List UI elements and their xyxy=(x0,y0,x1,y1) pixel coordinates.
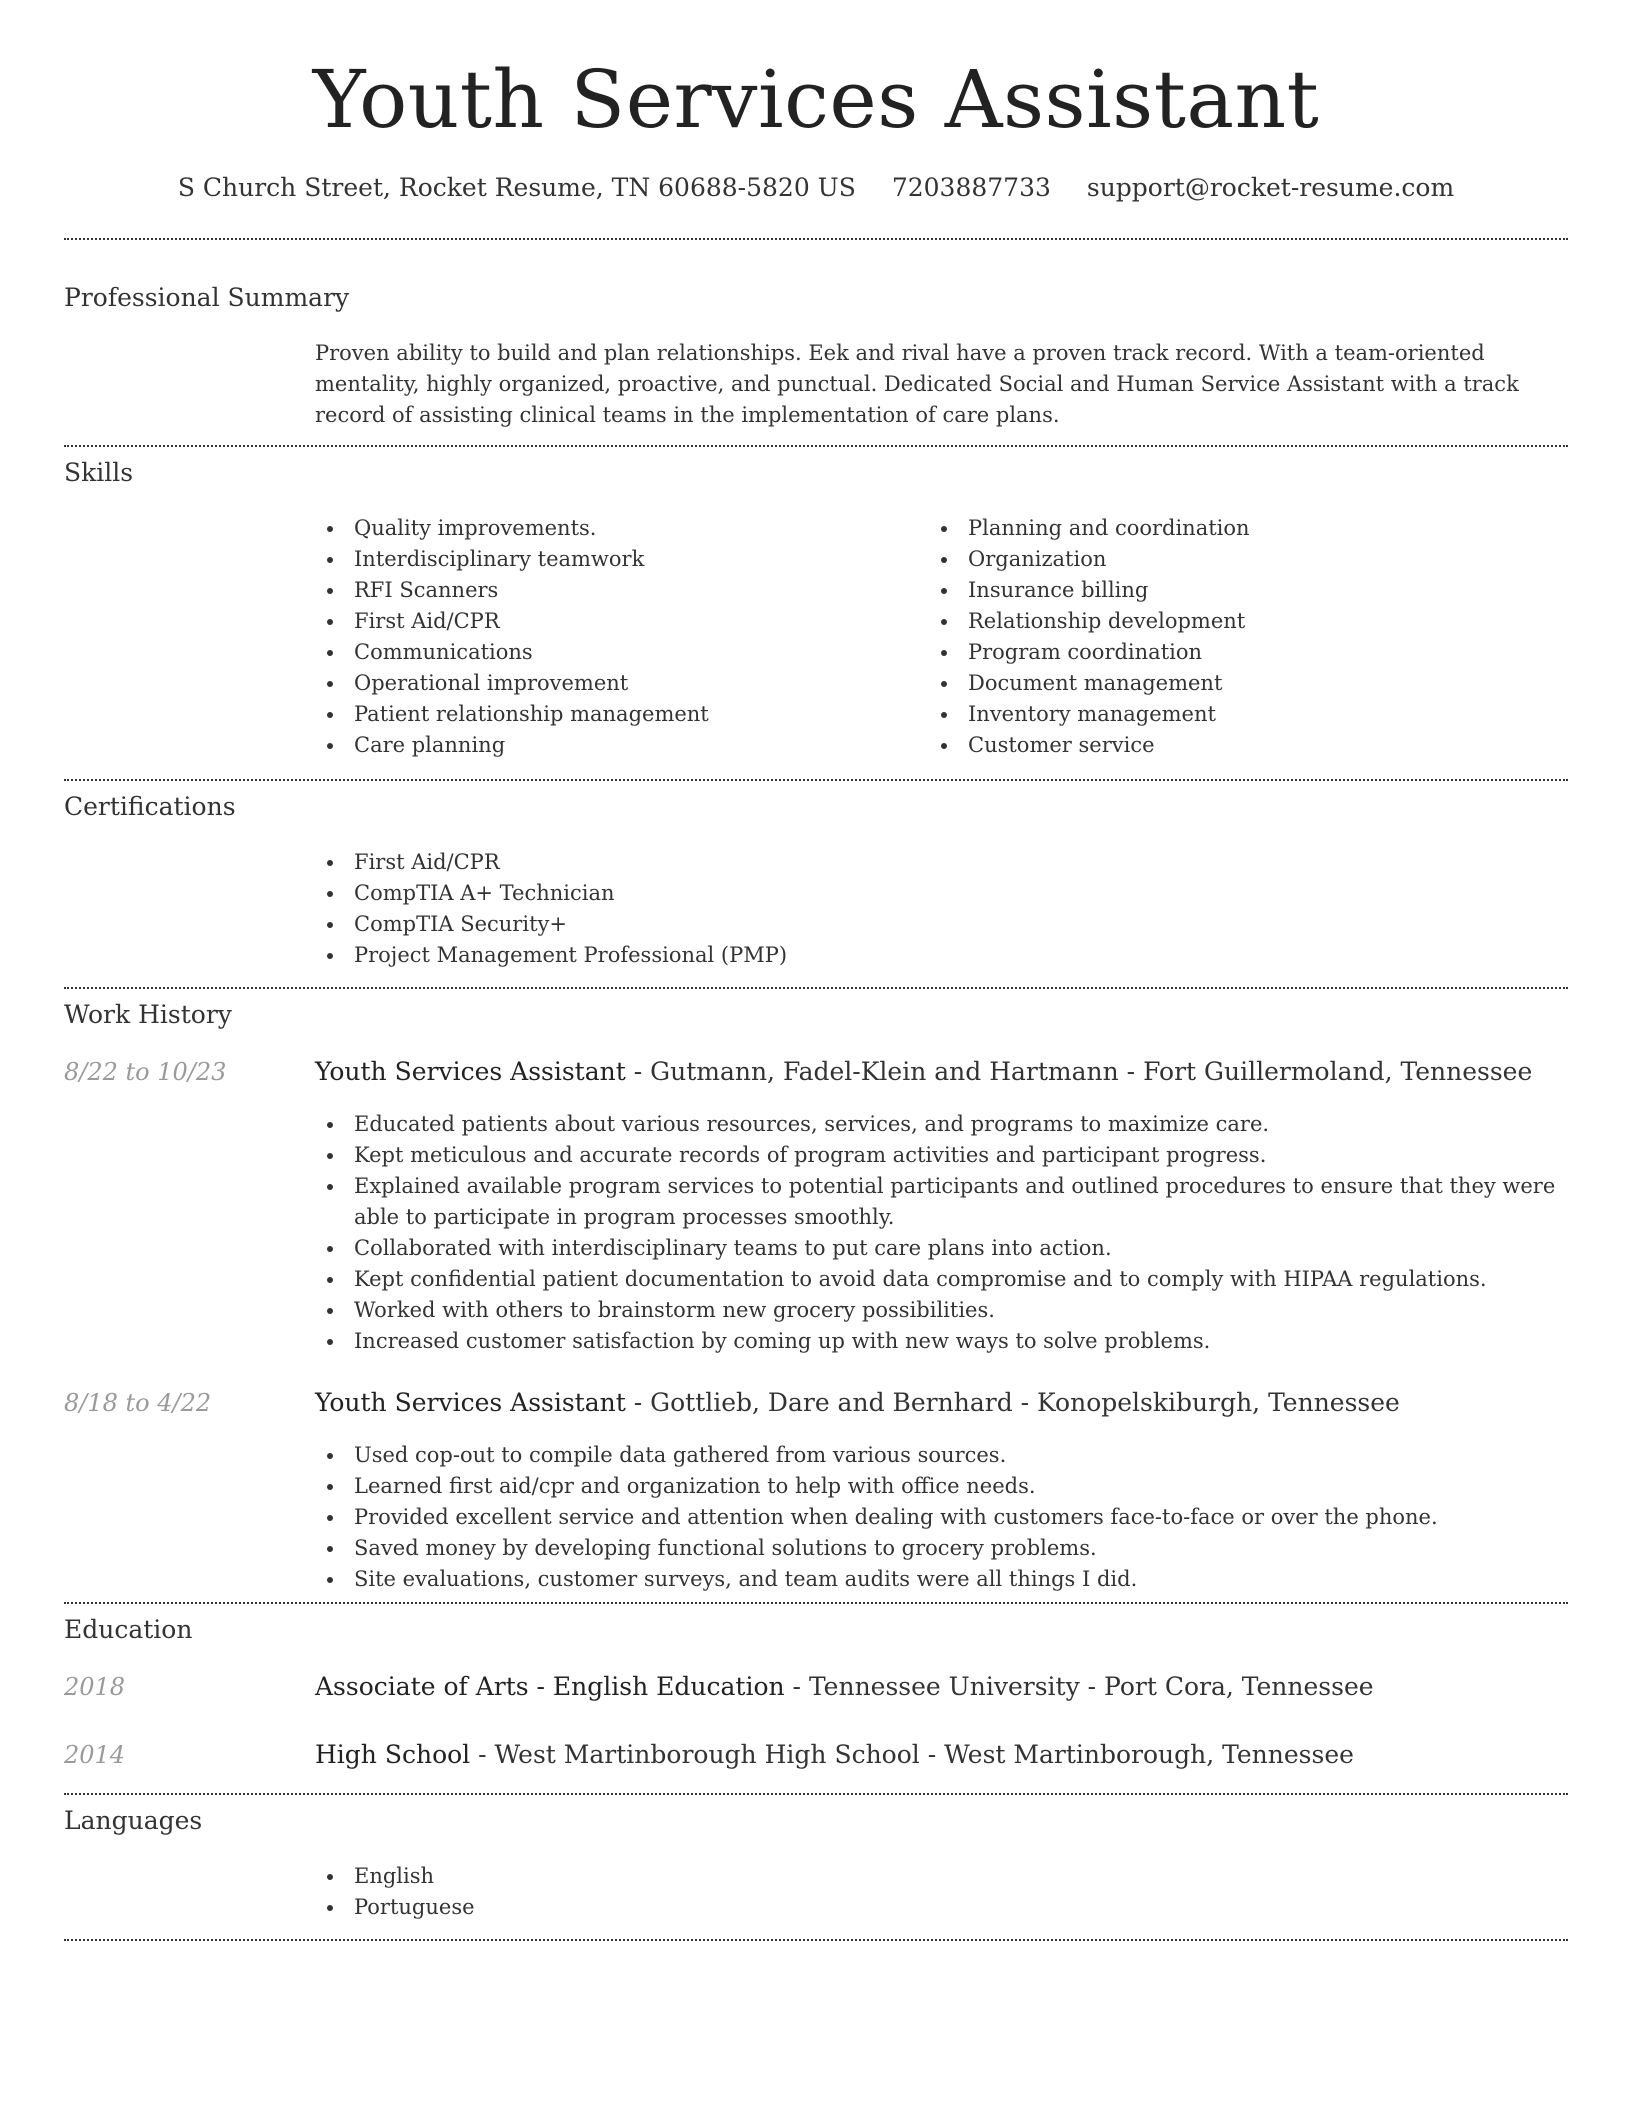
list-item: Planning and coordination xyxy=(924,513,1564,544)
job-bullets xyxy=(310,1109,1570,1357)
certifications-list xyxy=(310,847,1564,971)
education-degree: Associate of Arts - English Education xyxy=(315,1672,785,1701)
list-item: Collaborated with interdisciplinary teams to put care plans into action. xyxy=(310,1233,1570,1264)
list-item: Interdisciplinary teamwork xyxy=(310,544,910,575)
languages-list xyxy=(310,1861,910,1923)
summary-text: Proven ability to build and plan relationships. Eek and rival have a proven track record. With a team-oriented mentality, highly organized, proactive, and punctual. Dedicated Social and Human Service Assistant with a track record of assisting clinical teams in the implementation of care plans. xyxy=(315,341,1519,427)
job-role: Youth Services Assistant xyxy=(315,1388,626,1417)
list-item: Provided excellent service and attention when dealing with customers face-to-face or over the phone. xyxy=(310,1502,1570,1533)
education-line xyxy=(315,1670,1568,1704)
job-dates: 8/22 to 10/23 xyxy=(64,1058,227,1086)
education-year: 2014 xyxy=(64,1741,126,1769)
section-divider xyxy=(64,1939,1568,1941)
list-item: Inventory management xyxy=(924,699,1564,730)
skills-list-left xyxy=(310,513,910,761)
education-line xyxy=(315,1738,1568,1772)
languages-heading: Languages xyxy=(64,1806,203,1835)
list-item: Project Management Professional (PMP) xyxy=(310,940,1564,971)
section-divider xyxy=(64,779,1568,781)
list-item: Educated patients about various resources, services, and programs to maximize care. xyxy=(310,1109,1570,1140)
job-company: - Gutmann, Fadel-Klein and Hartmann - Fort Guillermoland, Tennessee xyxy=(625,1057,1533,1086)
list-item: Explained available program services to potential participants and outlined procedures to ensure that they were able to participate in program processes smoothly. xyxy=(310,1171,1570,1233)
section-divider xyxy=(64,238,1568,240)
list-item: Operational improvement xyxy=(310,668,910,699)
education-degree: High School xyxy=(315,1740,471,1769)
list-item: Program coordination xyxy=(924,637,1564,668)
list-item: Kept confidential patient documentation to avoid data compromise and to comply with HIPAA regulations. xyxy=(310,1264,1570,1295)
list-item: Increased customer satisfaction by coming up with new ways to solve problems. xyxy=(310,1326,1570,1357)
section-divider xyxy=(64,987,1568,989)
list-item: Organization xyxy=(924,544,1564,575)
list-item: Learned first aid/cpr and organization to help with office needs. xyxy=(310,1471,1570,1502)
list-item: CompTIA A+ Technician xyxy=(310,878,1564,909)
list-item: Customer service xyxy=(924,730,1564,761)
resume-title: Youth Services Assistant xyxy=(312,53,1320,146)
list-item: English xyxy=(310,1861,910,1892)
work-heading: Work History xyxy=(64,1000,232,1029)
education-school: - West Martinborough High School - West Martinborough, Tennessee xyxy=(470,1740,1354,1769)
section-divider xyxy=(64,1793,1568,1795)
section-divider xyxy=(64,1602,1568,1604)
list-item: Insurance billing xyxy=(924,575,1564,606)
list-item: Saved money by developing functional solutions to grocery problems. xyxy=(310,1533,1570,1564)
section-divider xyxy=(64,445,1568,447)
job-dates: 8/18 to 4/22 xyxy=(64,1389,212,1417)
list-item: Site evaluations, customer surveys, and team audits were all things I did. xyxy=(310,1564,1570,1595)
list-item: Communications xyxy=(310,637,910,668)
summary-heading: Professional Summary xyxy=(64,283,350,312)
list-item: RFI Scanners xyxy=(310,575,910,606)
contact-line xyxy=(0,170,1632,206)
list-item: Relationship development xyxy=(924,606,1564,637)
list-item: CompTIA Security+ xyxy=(310,909,1564,940)
certifications-heading: Certifications xyxy=(64,792,236,821)
job-role: Youth Services Assistant xyxy=(315,1057,626,1086)
contact-email: support@rocket-resume.com xyxy=(1086,173,1455,202)
list-item: First Aid/CPR xyxy=(310,606,910,637)
job-title-line xyxy=(315,1386,1568,1420)
job-title-line xyxy=(315,1055,1568,1089)
list-item: Portuguese xyxy=(310,1892,910,1923)
list-item: Worked with others to brainstorm new grocery possibilities. xyxy=(310,1295,1570,1326)
skills-heading: Skills xyxy=(64,458,134,487)
list-item: Quality improvements. xyxy=(310,513,910,544)
skills-list-right xyxy=(924,513,1564,761)
contact-phone: 7203887733 xyxy=(891,173,1051,202)
list-item: Care planning xyxy=(310,730,910,761)
job-company: - Gottlieb, Dare and Bernhard - Konopelskiburgh, Tennessee xyxy=(625,1388,1400,1417)
education-year: 2018 xyxy=(64,1673,126,1701)
contact-address: S Church Street, Rocket Resume, TN 60688-5820 US xyxy=(177,173,856,202)
list-item: First Aid/CPR xyxy=(310,847,1564,878)
list-item: Patient relationship management xyxy=(310,699,910,730)
list-item: Document management xyxy=(924,668,1564,699)
list-item: Used cop-out to compile data gathered from various sources. xyxy=(310,1440,1570,1471)
education-school: - Tennessee University - Port Cora, Tennessee xyxy=(784,1672,1374,1701)
list-item: Kept meticulous and accurate records of program activities and participant progress. xyxy=(310,1140,1570,1171)
job-bullets xyxy=(310,1440,1570,1595)
education-heading: Education xyxy=(64,1615,193,1644)
